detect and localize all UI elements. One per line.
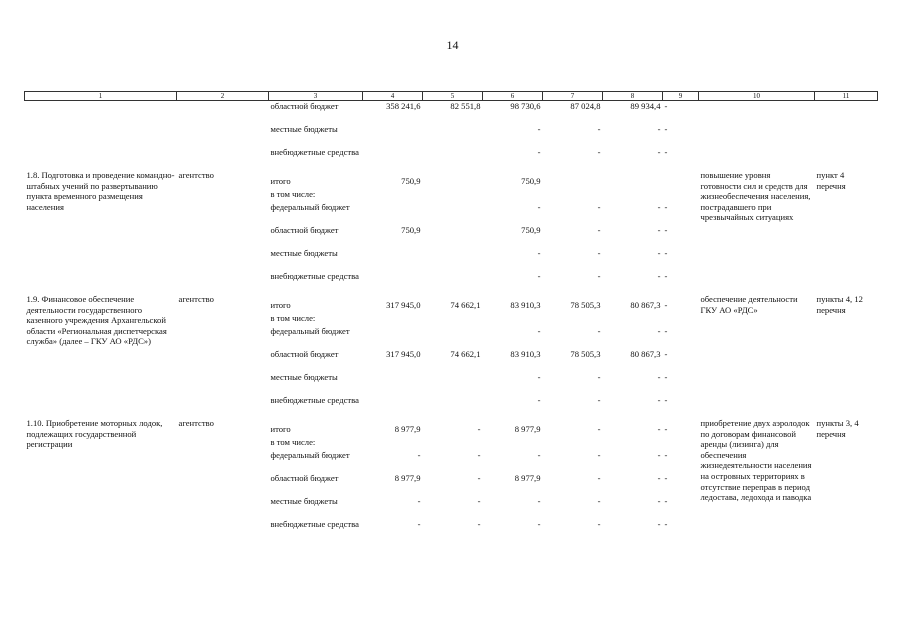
funding-source-cell: областной бюджет (270, 349, 339, 359)
reference-cell (815, 124, 878, 147)
amount-cell: - (657, 248, 661, 258)
amount-cell: - (657, 202, 661, 212)
col-header: 7 (543, 92, 603, 101)
result-cell (699, 147, 815, 170)
amount-cell: - (664, 496, 668, 506)
col-header: 1 (25, 92, 177, 101)
amount-cell: 750,9 (521, 176, 541, 186)
amount-cell (423, 124, 483, 147)
table-row (25, 294, 878, 313)
executor-cell (177, 124, 269, 147)
result-cell (699, 101, 815, 125)
col-header: 6 (483, 92, 543, 101)
amount-cell: 8 977,9 (394, 424, 421, 434)
funding-source-cell: областной бюджет (270, 101, 339, 111)
amount-cell: 83 910,3 (510, 300, 541, 310)
col-header: 2 (177, 92, 269, 101)
amount-cell: - (537, 372, 541, 382)
funding-source-cell: областной бюджет (270, 225, 339, 235)
amount-cell: - (597, 450, 601, 460)
activity-description: 1.9. Финансовое обеспечение деятельности государственного казенного учреждения Архангельской области «Региональная диспетчерская служба» (далее – ГКУ АО «РДС») (26, 294, 167, 347)
amount-cell (423, 170, 483, 189)
amount-cell: - (597, 271, 601, 281)
amount-cell: - (537, 147, 541, 157)
amount-cell: - (597, 124, 601, 134)
column-number-row (25, 92, 878, 101)
activity-cell (25, 147, 177, 170)
funding-source-cell: местные бюджеты (270, 372, 338, 382)
amount-cell (363, 437, 423, 450)
amount-cell: - (664, 101, 668, 111)
table-row (25, 124, 878, 147)
amount-cell: - (664, 225, 668, 235)
funding-source-cell: внебюджетные средства (270, 147, 359, 157)
table-row (25, 147, 878, 170)
amount-cell: - (664, 450, 668, 460)
amount-cell (663, 313, 699, 326)
funding-source-cell: федеральный бюджет (270, 326, 350, 336)
amount-cell: 89 934,4 (630, 101, 661, 111)
amount-cell: - (477, 519, 481, 529)
funding-source-cell: внебюджетные средства (270, 519, 359, 529)
amount-cell: - (597, 424, 601, 434)
amount-cell: 8 977,9 (514, 473, 541, 483)
amount-cell: - (657, 326, 661, 336)
amount-cell: 74 662,1 (450, 349, 481, 359)
amount-cell (363, 372, 423, 395)
page-number: 14 (446, 38, 459, 52)
amount-cell (423, 189, 483, 202)
amount-cell: - (477, 424, 481, 434)
amount-cell: 82 551,8 (450, 101, 481, 111)
amount-cell (363, 313, 423, 326)
funding-source-cell: итого (270, 424, 291, 434)
amount-cell: 8 977,9 (514, 424, 541, 434)
amount-cell: 750,9 (401, 176, 421, 186)
table-row (25, 170, 878, 189)
col-header: 10 (699, 92, 815, 101)
col-header: 8 (603, 92, 663, 101)
amount-cell (663, 189, 699, 202)
amount-cell (423, 147, 483, 170)
amount-cell (543, 189, 603, 202)
funding-source-cell: местные бюджеты (270, 124, 338, 134)
amount-cell (483, 189, 543, 202)
amount-cell: - (657, 424, 661, 434)
col-header: 9 (663, 92, 699, 101)
amount-cell: - (477, 473, 481, 483)
amount-cell: - (597, 519, 601, 529)
amount-cell: - (537, 519, 541, 529)
activity-description: 1.8. Подготовка и проведение командно-штабных учений по развертыванию пункта временного размещения населения (26, 170, 175, 212)
amount-cell: - (477, 496, 481, 506)
table-row (25, 101, 878, 125)
amount-cell: - (664, 473, 668, 483)
amount-cell: 317 945,0 (386, 349, 421, 359)
amount-cell (663, 170, 699, 189)
amount-cell (543, 437, 603, 450)
amount-cell (423, 437, 483, 450)
table-row (25, 418, 878, 437)
amount-cell: - (664, 248, 668, 258)
amount-cell: 358 241,6 (386, 101, 421, 111)
amount-cell (363, 271, 423, 294)
amount-cell: 317 945,0 (386, 300, 421, 310)
amount-cell (423, 372, 483, 395)
amount-cell: - (537, 326, 541, 336)
amount-cell (543, 313, 603, 326)
indicator-reference: пункты 3, 4 перечня (816, 418, 859, 439)
amount-cell (423, 202, 483, 225)
funding-source-cell: в том числе: (270, 189, 316, 199)
amount-cell: - (597, 147, 601, 157)
amount-cell: - (664, 271, 668, 281)
funding-source-cell: итого (270, 176, 291, 186)
funding-source-cell: местные бюджеты (270, 248, 338, 258)
amount-cell (423, 225, 483, 248)
amount-cell: - (597, 248, 601, 258)
amount-cell: - (417, 519, 421, 529)
amount-cell: - (664, 424, 668, 434)
activity-description: 1.10. Приобретение моторных лодок, подлежащих государственной регистрации (26, 418, 163, 450)
amount-cell: - (417, 450, 421, 460)
executor-cell: агентство (178, 294, 214, 304)
amount-cell: - (664, 147, 668, 157)
amount-cell: - (597, 473, 601, 483)
amount-cell: - (537, 271, 541, 281)
amount-cell (483, 437, 543, 450)
amount-cell: 78 505,3 (570, 300, 601, 310)
amount-cell: - (657, 519, 661, 529)
amount-cell: - (417, 496, 421, 506)
reference-cell (815, 147, 878, 170)
executor-cell: агентство (178, 418, 214, 428)
amount-cell: 87 024,8 (570, 101, 601, 111)
amount-cell (363, 248, 423, 271)
col-header: 11 (815, 92, 878, 101)
amount-cell: 80 867,3 (630, 300, 661, 310)
amount-cell: - (664, 326, 668, 336)
amount-cell: - (537, 496, 541, 506)
amount-cell (423, 313, 483, 326)
amount-cell: - (597, 202, 601, 212)
amount-cell: - (657, 450, 661, 460)
amount-cell (363, 326, 423, 349)
amount-cell (363, 124, 423, 147)
expected-result: приобретение двух аэролодок по договорам финансовой аренды (лизинга) для обеспечения жизнедеятельности населения на островных территориях в отсутствие переправ в период ледостава, ледохода и паводка (700, 418, 812, 503)
amount-cell: - (477, 450, 481, 460)
amount-cell: - (537, 395, 541, 405)
amount-cell: - (597, 372, 601, 382)
expected-result: повышение уровня готовности сил и средств для жизнеобеспечения населения, пострадавшего при чрезвычайных ситуациях (700, 170, 811, 223)
funding-source-cell: в том числе: (270, 437, 316, 447)
amount-cell (603, 313, 663, 326)
amount-cell: 8 977,9 (394, 473, 421, 483)
amount-cell: - (664, 519, 668, 529)
col-header: 4 (363, 92, 423, 101)
amount-cell: 98 730,6 (510, 101, 541, 111)
amount-cell: - (537, 202, 541, 212)
amount-cell: - (657, 496, 661, 506)
expected-result: обеспечение деятельности ГКУ АО «РДС» (700, 294, 798, 315)
amount-cell: - (597, 395, 601, 405)
amount-cell (363, 395, 423, 418)
activity-cell (25, 101, 177, 125)
amount-cell (363, 147, 423, 170)
amount-cell: 750,9 (401, 225, 421, 235)
activity-cell (25, 124, 177, 147)
amount-cell: 750,9 (521, 225, 541, 235)
amount-cell: - (664, 202, 668, 212)
amount-cell: 74 662,1 (450, 300, 481, 310)
funding-source-cell: областной бюджет (270, 473, 339, 483)
amount-cell (423, 271, 483, 294)
amount-cell (363, 202, 423, 225)
amount-cell (483, 313, 543, 326)
amount-cell: 83 910,3 (510, 349, 541, 359)
amount-cell: - (657, 395, 661, 405)
amount-cell: - (657, 473, 661, 483)
funding-source-cell: федеральный бюджет (270, 450, 350, 460)
executor-cell (177, 101, 269, 125)
indicator-reference: пункт 4 перечня (816, 170, 846, 191)
amount-cell (363, 189, 423, 202)
amount-cell: - (664, 349, 668, 359)
amount-cell: 78 505,3 (570, 349, 601, 359)
amount-cell (423, 395, 483, 418)
funding-source-cell: внебюджетные средства (270, 395, 359, 405)
amount-cell (603, 437, 663, 450)
amount-cell: - (537, 248, 541, 258)
amount-cell: - (657, 372, 661, 382)
reference-cell (815, 101, 878, 125)
col-header: 5 (423, 92, 483, 101)
amount-cell (603, 170, 663, 189)
amount-cell: - (657, 271, 661, 281)
program-activities-table (24, 91, 878, 542)
indicator-reference: пункты 4, 12 перечня (816, 294, 863, 315)
amount-cell: - (597, 496, 601, 506)
amount-cell: - (657, 147, 661, 157)
funding-source-cell: в том числе: (270, 313, 316, 323)
amount-cell (423, 326, 483, 349)
amount-cell: - (657, 225, 661, 235)
amount-cell: - (664, 395, 668, 405)
amount-cell (423, 248, 483, 271)
amount-cell: - (664, 300, 668, 310)
executor-cell: агентство (178, 170, 214, 180)
amount-cell: - (664, 124, 668, 134)
amount-cell (543, 170, 603, 189)
result-cell (699, 124, 815, 147)
amount-cell: - (597, 225, 601, 235)
funding-source-cell: итого (270, 300, 291, 310)
amount-cell: - (537, 124, 541, 134)
amount-cell: - (537, 450, 541, 460)
amount-cell: - (597, 326, 601, 336)
amount-cell: - (664, 372, 668, 382)
amount-cell (603, 189, 663, 202)
amount-cell: 80 867,3 (630, 349, 661, 359)
funding-source-cell: внебюджетные средства (270, 271, 359, 281)
executor-cell (177, 147, 269, 170)
amount-cell (663, 437, 699, 450)
funding-source-cell: федеральный бюджет (270, 202, 350, 212)
funding-source-cell: местные бюджеты (270, 496, 338, 506)
col-header: 3 (269, 92, 363, 101)
amount-cell: - (657, 124, 661, 134)
